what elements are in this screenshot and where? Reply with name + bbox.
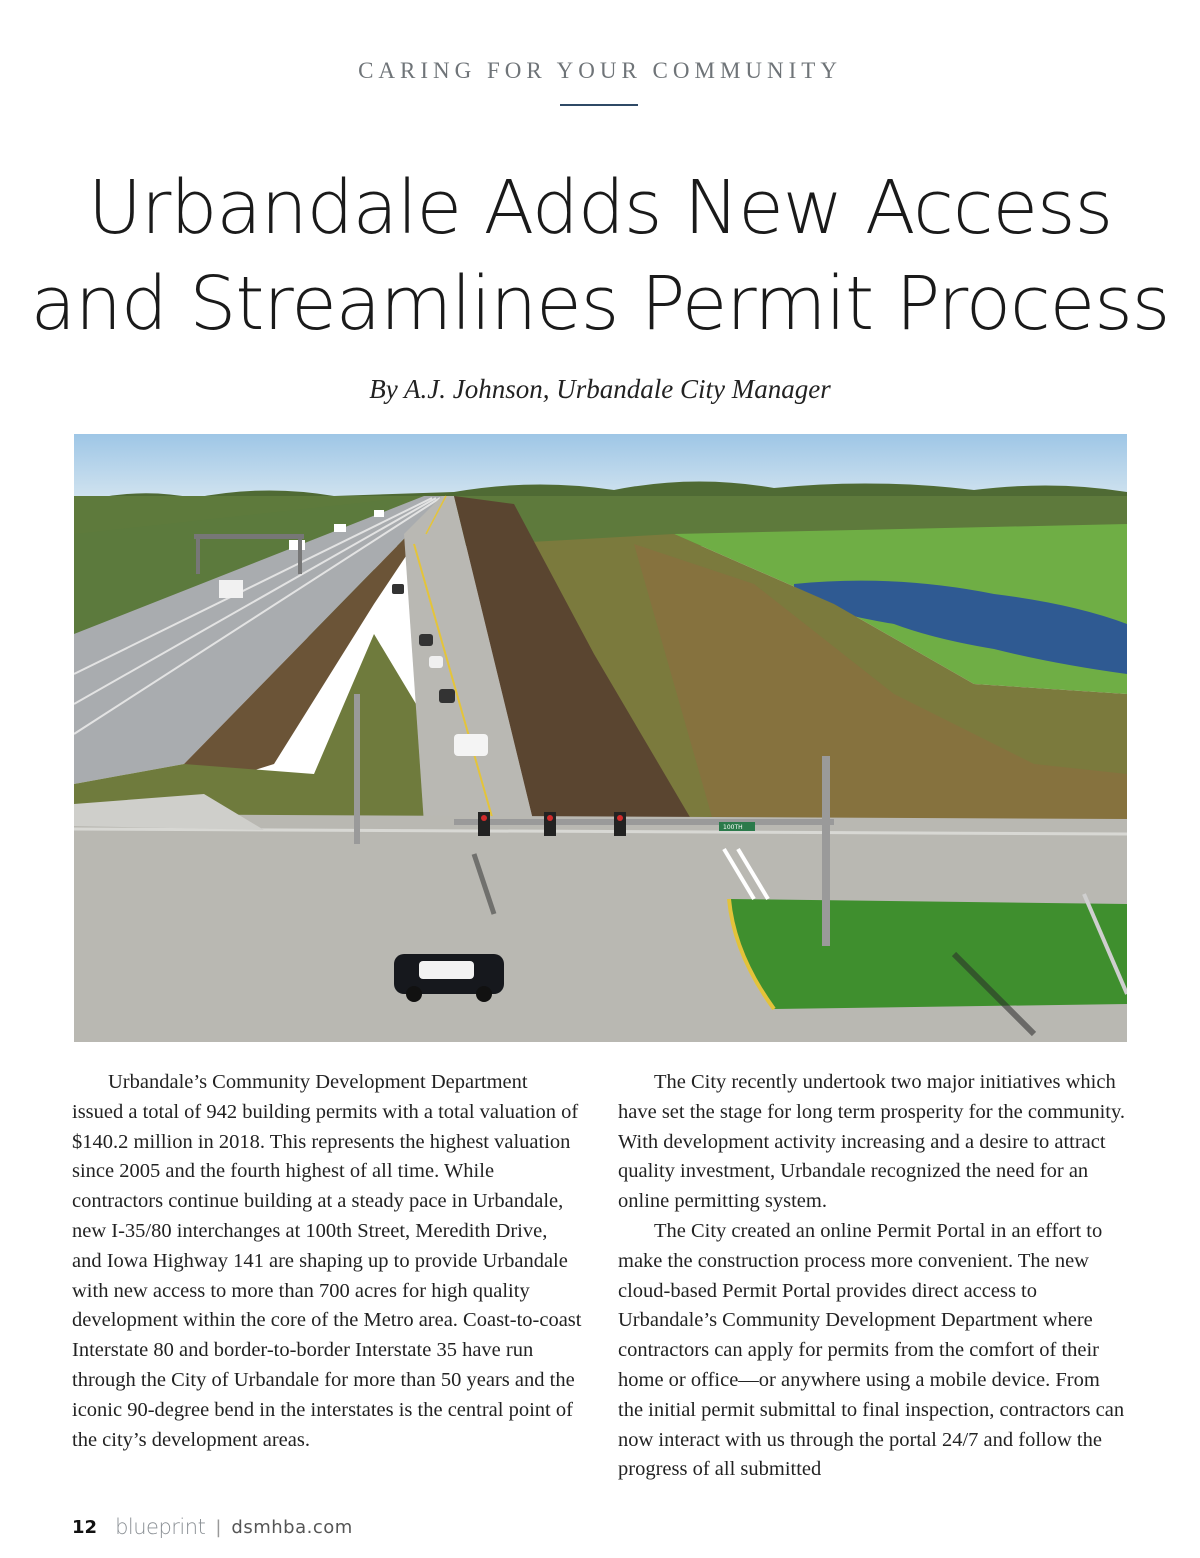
article-byline: By A.J. Johnson, Urbandale City Manager [369, 374, 831, 404]
article-headline [0, 160, 1200, 352]
article-column-left [72, 1068, 582, 1455]
kicker-divider [560, 104, 638, 106]
paragraph-left-1: Urbandale’s Community Development Department issued a total of 942 building permits with a total valuation of $140.2 million in 2018. This represents the highest valuation since 2005 and the fourth highest of all time. While contractors continue building at a steady pace in Urbandale, new I-35/80 interchanges at 100th Street, Meredith Drive, and Iowa Highway 141 are shaping up to provide Urbandale with new access to more than 700 acres for high quality development within the core of the Metro area. Coast-to-coast Interstate 80 and border-to-border Interstate 35 have run through the City of Urbandale for more than 50 years and the iconic 90-degree bend in the interstates is the central point of the city’s development areas. [72, 1071, 582, 1451]
paragraph-right-1: The City recently undertook two major initiatives which have set the stage for long term prosperity for the community. With development activity increasing and a desire to attract quality investment, Urbandale recognized the need for an online permitting system. [618, 1071, 1126, 1213]
section-kicker: CARING FOR YOUR COMMUNITY [358, 58, 842, 83]
page-number: 12 [72, 1516, 98, 1538]
website-link[interactable]: dsmhba.com [231, 1516, 353, 1538]
aerial-interchange-photo [74, 434, 1127, 1042]
page-footer [72, 1512, 353, 1542]
paragraph-right-2: The City created an online Permit Portal in an effort to make the construction process more convenient. The new cloud-based Permit Portal provides direct access to Urbandale’s Community Development Department where contractors can apply for permits from the comfort of their home or office—or anywhere using a mobile device. From the initial permit submittal to final inspection, contractors can now interact with us through the portal 24/7 and follow the progress of all submitted [618, 1219, 1125, 1481]
headline-line-2: and Streamlines Permit Process [30, 261, 1170, 347]
footer-separator: | [215, 1516, 222, 1538]
magazine-brand: blueprint [115, 1515, 206, 1539]
headline-line-1: Urbandale Adds New Access [87, 165, 1113, 251]
street-sign-text: 100TH [723, 824, 743, 831]
article-column-right [618, 1068, 1128, 1485]
